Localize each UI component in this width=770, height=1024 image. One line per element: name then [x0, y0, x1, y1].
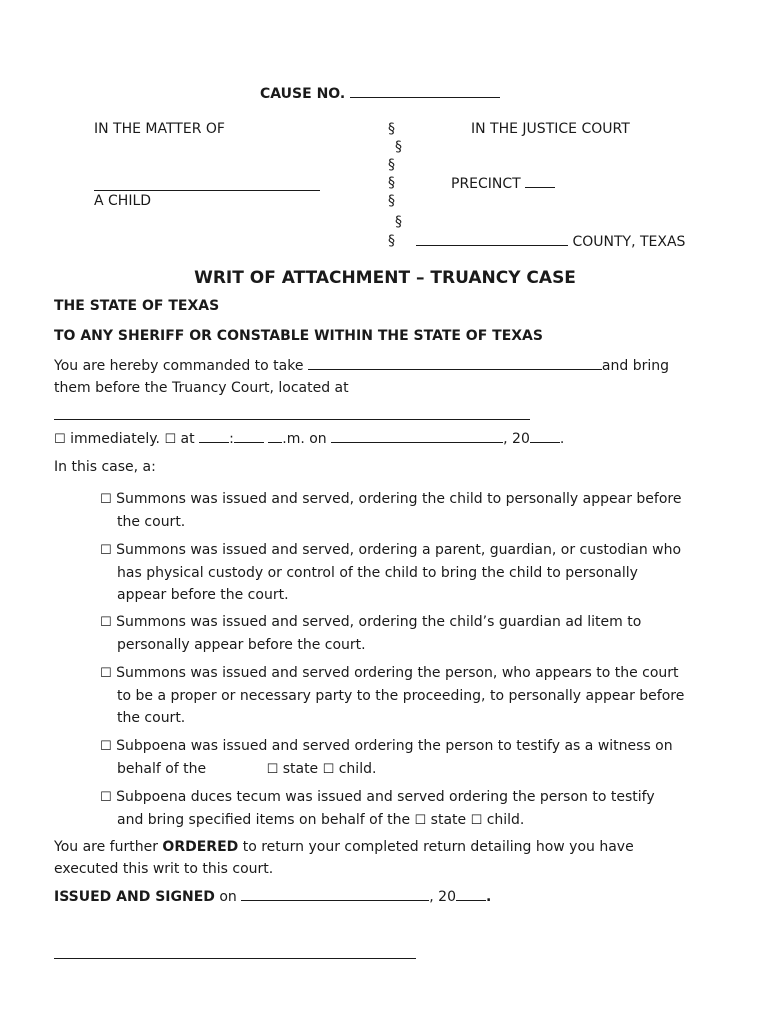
list-item	[100, 488, 730, 533]
item-checkbox[interactable]: ☐	[100, 739, 112, 754]
cause-label: CAUSE NO.	[260, 86, 346, 102]
date-field[interactable]	[331, 430, 503, 443]
item-text: the court.	[117, 514, 186, 530]
immediately-label: immediately.	[70, 431, 160, 447]
in-this-case: In this case, a:	[54, 459, 156, 475]
state-label: state	[430, 812, 467, 828]
item-text: the court.	[117, 710, 186, 726]
command-line-2: them before the Truancy Court, located at	[54, 380, 349, 396]
state-label: state	[282, 761, 319, 777]
item-text: Subpoena was issued and served ordering the person to testify as a witness on	[116, 738, 673, 754]
state-heading: THE STATE OF TEXAS	[54, 298, 220, 314]
county	[416, 233, 685, 250]
list-item	[100, 611, 730, 656]
a-child-label: A CHILD	[94, 193, 152, 209]
minute-field[interactable]	[234, 430, 264, 443]
item-text: has physical custody or control of the child to bring the child to personally	[117, 565, 638, 581]
timing-end: .	[559, 431, 565, 447]
court-location-field[interactable]	[54, 405, 530, 420]
item-text: to be a proper or necessary party to the proceeding, to personally appear before	[117, 688, 685, 704]
item-checkbox[interactable]: ☐	[100, 615, 112, 630]
hour-field[interactable]	[199, 430, 229, 443]
further-prefix: You are further	[54, 839, 158, 855]
further-ordered-paragraph	[54, 836, 724, 880]
child-label: child.	[486, 812, 525, 828]
item-text: Summons was issued and served, ordering a parent, guardian, or custodian who	[116, 542, 682, 558]
item-checkbox[interactable]: ☐	[100, 666, 112, 681]
command-text: You are hereby commanded to take	[54, 358, 304, 374]
child-name-field[interactable]	[94, 176, 320, 191]
list-item	[100, 539, 730, 606]
issued-end: .	[485, 889, 492, 905]
section-symbol: §	[388, 157, 395, 173]
item-text: Summons was issued and served, ordering the child’s guardian ad litem to	[116, 614, 642, 630]
item-text: appear before the court.	[117, 587, 289, 603]
item-text: Summons was issued and served, ordering the child to personally appear before	[116, 491, 682, 507]
further-line-2: executed this writ to this court.	[54, 861, 274, 877]
item-text: Summons was issued and served ordering the person, who appears to the court	[116, 665, 679, 681]
at-time-checkbox[interactable]: ☐	[164, 432, 177, 447]
section-symbol: §	[395, 139, 402, 155]
county-label: COUNTY, TEXAS	[572, 234, 686, 250]
item-text: Subpoena duces tecum was issued and served ordering the person to testify	[116, 789, 655, 805]
child-checkbox[interactable]: ☐	[470, 813, 483, 828]
command-text-end: and bring	[601, 358, 670, 374]
state-checkbox[interactable]: ☐	[414, 813, 427, 828]
behalf-label: and bring specified items on behalf of the	[117, 812, 411, 828]
to-heading: TO ANY SHERIFF OR CONSTABLE WITHIN THE STATE OF TEXAS	[54, 328, 543, 344]
county-field[interactable]	[416, 233, 568, 246]
section-symbol: §	[388, 121, 395, 137]
child-checkbox[interactable]: ☐	[322, 762, 335, 777]
section-symbol: §	[395, 214, 402, 230]
issued-year-field[interactable]	[456, 888, 486, 901]
list-item	[100, 662, 730, 729]
year-prefix: , 20	[503, 431, 530, 447]
timing-line	[54, 430, 564, 447]
item-text	[100, 758, 730, 781]
list-item	[100, 735, 730, 781]
child-label: child.	[338, 761, 377, 777]
item-checkbox[interactable]: ☐	[100, 543, 112, 558]
document-title: WRIT OF ATTACHMENT – TRUANCY CASE	[194, 268, 576, 288]
court-label: IN THE JUSTICE COURT	[471, 121, 630, 137]
in-the-matter-of: IN THE MATTER OF	[94, 121, 225, 137]
precinct	[451, 175, 555, 192]
ordered-label: ORDERED	[162, 839, 239, 855]
at-label: at	[180, 431, 195, 447]
meridiem-label: .m. on	[282, 431, 327, 447]
state-checkbox[interactable]: ☐	[266, 762, 279, 777]
command-paragraph	[54, 355, 724, 399]
item-checkbox[interactable]: ☐	[100, 790, 112, 805]
issued-on: on	[219, 889, 237, 905]
item-checkbox[interactable]: ☐	[100, 492, 112, 507]
list-item	[100, 786, 730, 832]
person-name-field[interactable]	[308, 357, 602, 370]
year-field[interactable]	[530, 430, 560, 443]
signature-line[interactable]	[54, 958, 416, 959]
cause-number-field[interactable]	[350, 85, 500, 98]
precinct-label: PRECINCT	[451, 176, 521, 192]
section-symbol: §	[388, 175, 395, 191]
issued-year-prefix: , 20	[429, 889, 456, 905]
issued-and-signed	[54, 888, 491, 905]
item-text: personally appear before the court.	[117, 637, 366, 653]
cause-number	[260, 85, 500, 102]
am-pm-field[interactable]	[268, 430, 282, 443]
further-suffix: to return your completed return detailing how you have	[242, 839, 634, 855]
issued-date-field[interactable]	[241, 888, 429, 901]
precinct-field[interactable]	[525, 175, 555, 188]
behalf-label: behalf of the	[117, 761, 207, 777]
section-symbol: §	[388, 233, 395, 249]
section-symbol: §	[388, 193, 395, 209]
immediately-checkbox[interactable]: ☐	[54, 432, 66, 447]
issued-label: ISSUED AND SIGNED	[54, 889, 215, 905]
item-text	[100, 809, 730, 832]
time-colon: :	[229, 431, 234, 447]
